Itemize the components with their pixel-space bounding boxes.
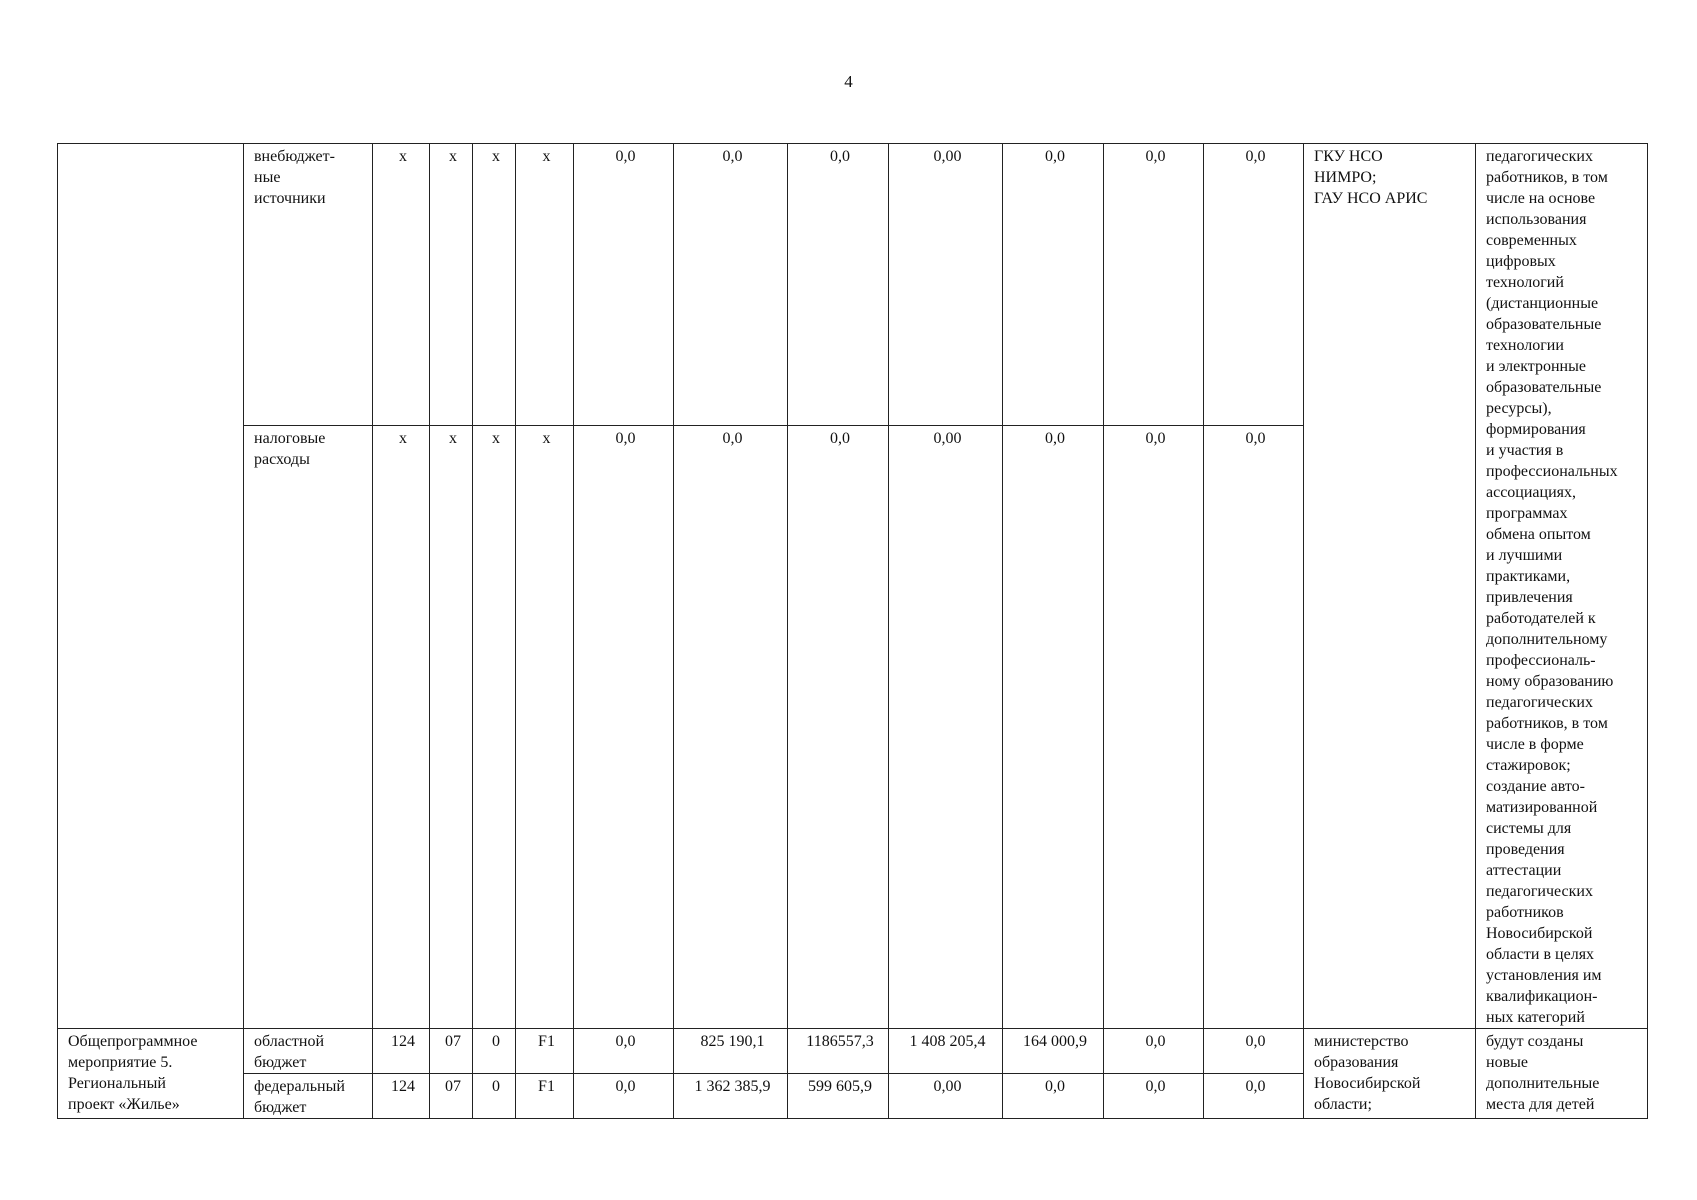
code-cell: F1 [516, 1074, 574, 1119]
value-cell: 0,0 [1204, 425, 1304, 1028]
code-cell: х [373, 144, 430, 426]
event-cell-empty [58, 144, 244, 1029]
code-cell: 07 [430, 1074, 473, 1119]
value-cell: 0,0 [574, 1029, 674, 1074]
funding-source-cell: федеральный бюджет [244, 1074, 373, 1119]
value-cell: 0,0 [1104, 144, 1204, 426]
value-cell: 1186557,3 [788, 1029, 889, 1074]
value-cell: 0,0 [574, 425, 674, 1028]
value-cell: 0,0 [674, 144, 788, 426]
value-cell: 0,0 [1003, 1074, 1104, 1119]
value-cell: 0,0 [1104, 1029, 1204, 1074]
value-cell: 0,0 [1104, 1074, 1204, 1119]
value-cell: 0,0 [574, 144, 674, 426]
value-cell: 1 408 205,4 [889, 1029, 1003, 1074]
code-cell: 0 [473, 1074, 516, 1119]
table-row [58, 144, 1648, 426]
result-cell: педагогических работников, в том числе на основе использования современных цифровых технологий (дистанционные образовательные технологии и электронные образовательные ресурсы), формирования и участия в профессиональных ассоциациях, программах обмена опытом и лучшими практиками, привлечения работодателей к дополнительному профессиональ- ному образованию педагогических работников, в том числе в форме стажировок; создание авто- матизированной системы для проведения аттестации педагогических работников Новосибирской области в целях установления им квалификацион- ных категорий [1476, 144, 1648, 1029]
funding-source-cell: внебюджет- ные источники [244, 144, 373, 426]
value-cell: 0,0 [1204, 144, 1304, 426]
value-cell: 0,00 [889, 1074, 1003, 1119]
value-cell: 0,00 [889, 144, 1003, 426]
value-cell: 0,0 [1204, 1029, 1304, 1074]
code-cell: х [516, 144, 574, 426]
budget-table [57, 143, 1648, 1119]
code-cell: х [473, 425, 516, 1028]
value-cell: 0,0 [788, 144, 889, 426]
code-cell: х [430, 425, 473, 1028]
value-cell: 0,0 [788, 425, 889, 1028]
table-row [58, 1029, 1648, 1074]
code-cell: х [430, 144, 473, 426]
value-cell: 0,0 [1003, 425, 1104, 1028]
code-cell: 124 [373, 1074, 430, 1119]
executor-cell: министерство образования Новосибирской области; [1304, 1029, 1476, 1119]
value-cell: 0,0 [1104, 425, 1204, 1028]
code-cell: F1 [516, 1029, 574, 1074]
event-cell: Общепрограммное мероприятие 5. Региональный проект «Жилье» [58, 1029, 244, 1119]
value-cell: 0,00 [889, 425, 1003, 1028]
page-number: 4 [844, 72, 853, 91]
value-cell: 164 000,9 [1003, 1029, 1104, 1074]
value-cell: 825 190,1 [674, 1029, 788, 1074]
value-cell: 599 605,9 [788, 1074, 889, 1119]
code-cell: 0 [473, 1029, 516, 1074]
code-cell: 07 [430, 1029, 473, 1074]
funding-source-cell: налоговые расходы [244, 425, 373, 1028]
value-cell: 0,0 [674, 425, 788, 1028]
result-cell: будут созданы новые дополнительные места для детей [1476, 1029, 1648, 1119]
code-cell: х [373, 425, 430, 1028]
code-cell: х [516, 425, 574, 1028]
executor-cell: ГКУ НСО НИМРО; ГАУ НСО АРИС [1304, 144, 1476, 1029]
value-cell: 0,0 [1003, 144, 1104, 426]
value-cell: 0,0 [1204, 1074, 1304, 1119]
value-cell: 0,0 [574, 1074, 674, 1119]
value-cell: 1 362 385,9 [674, 1074, 788, 1119]
code-cell: х [473, 144, 516, 426]
funding-source-cell: областной бюджет [244, 1029, 373, 1074]
code-cell: 124 [373, 1029, 430, 1074]
